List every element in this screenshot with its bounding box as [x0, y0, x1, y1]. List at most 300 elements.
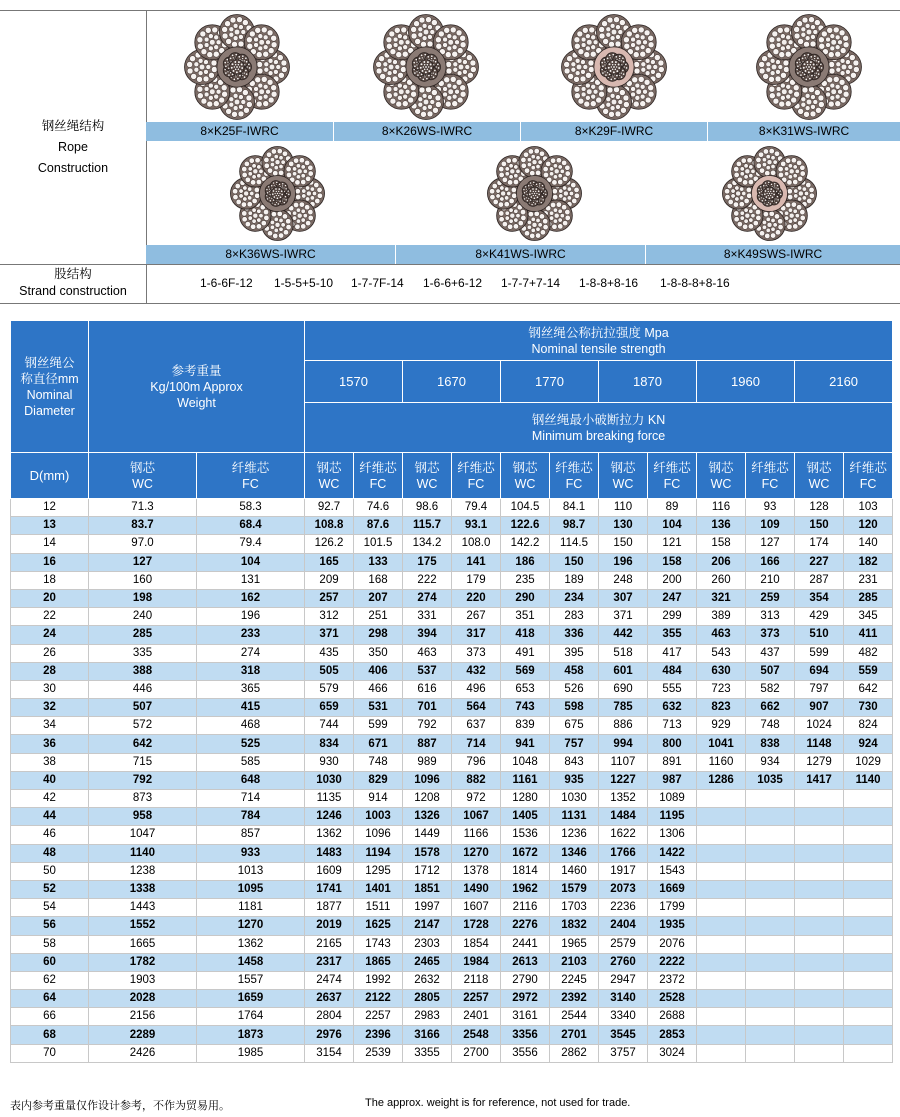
table-cell: 179: [452, 571, 501, 589]
table-cell: 1873: [197, 1026, 305, 1044]
table-cell: [795, 935, 844, 953]
table-cell: 1622: [599, 826, 648, 844]
table-cell: 1877: [305, 899, 354, 917]
table-cell: [697, 899, 746, 917]
table-cell: 1854: [452, 935, 501, 953]
table-cell: 701: [403, 699, 452, 717]
header-text: 钢芯: [610, 460, 636, 475]
table-cell: [795, 1008, 844, 1026]
table-cell: 2805: [403, 990, 452, 1008]
table-cell: 941: [501, 735, 550, 753]
strand-item: 1-6-6F-12: [200, 276, 253, 290]
table-cell: 886: [599, 717, 648, 735]
table-cell: 637: [452, 717, 501, 735]
table-cell: 312: [305, 608, 354, 626]
table-cell: 260: [697, 571, 746, 589]
table-cell: 84.1: [550, 499, 599, 517]
table-cell: 748: [354, 753, 403, 771]
table-cell: 1166: [452, 826, 501, 844]
table-cell: 873: [89, 790, 197, 808]
grade-header: 1770: [501, 361, 599, 403]
wc-header: [795, 453, 844, 499]
table-cell: 796: [452, 753, 501, 771]
table-cell: 160: [89, 571, 197, 589]
table-cell: 36: [11, 735, 89, 753]
table-cell: 248: [599, 571, 648, 589]
table-cell: 1728: [452, 917, 501, 935]
table-cell: 435: [305, 644, 354, 662]
table-row: [11, 917, 893, 935]
header-text: 钢芯: [129, 460, 155, 475]
table-cell: 579: [305, 680, 354, 698]
header-text: WC: [514, 476, 536, 491]
table-cell: 108.8: [305, 517, 354, 535]
table-cell: 227: [795, 553, 844, 571]
table-cell: 797: [795, 680, 844, 698]
grade-header: 2160: [795, 361, 893, 403]
table-cell: [746, 1026, 795, 1044]
table-cell: [795, 971, 844, 989]
table-cell: 2257: [354, 1008, 403, 1026]
table-cell: 12: [11, 499, 89, 517]
table-cell: 131: [197, 571, 305, 589]
table-cell: 350: [354, 644, 403, 662]
table-row: [11, 499, 893, 517]
table-row: [11, 717, 893, 735]
table-cell: 298: [354, 626, 403, 644]
table-cell: 2028: [89, 990, 197, 1008]
table-cell: 46: [11, 826, 89, 844]
table-cell: 1609: [305, 862, 354, 880]
table-cell: 108.0: [452, 535, 501, 553]
table-cell: 537: [403, 662, 452, 680]
table-row: [11, 753, 893, 771]
table-cell: 283: [550, 608, 599, 626]
header-text: WC: [132, 476, 153, 491]
table-cell: [746, 899, 795, 917]
wc-header: [305, 453, 354, 499]
table-cell: [746, 862, 795, 880]
label-cn: 股结构: [54, 267, 92, 281]
table-cell: [844, 990, 893, 1008]
d-mm-header: D(mm): [11, 453, 89, 499]
table-cell: 3545: [599, 1026, 648, 1044]
table-cell: 321: [697, 589, 746, 607]
table-cell: 1227: [599, 771, 648, 789]
table-cell: 601: [599, 662, 648, 680]
table-cell: 1096: [403, 771, 452, 789]
table-cell: 1041: [697, 735, 746, 753]
table-cell: 1148: [795, 735, 844, 753]
table-body: [11, 499, 893, 1063]
table-cell: 247: [648, 589, 697, 607]
table-row: [11, 880, 893, 898]
construction-label: 8×K29F-IWRC: [574, 124, 654, 138]
table-cell: 1672: [501, 844, 550, 862]
table-cell: 2372: [648, 971, 697, 989]
table-cell: [746, 971, 795, 989]
table-cell: 2700: [452, 1044, 501, 1062]
table-cell: 174: [795, 535, 844, 553]
table-cell: 136: [697, 517, 746, 535]
table-cell: 1161: [501, 771, 550, 789]
breaking-force-table: [10, 320, 890, 1063]
header-text: WC: [612, 476, 634, 491]
table-cell: 28: [11, 662, 89, 680]
table-cell: 285: [844, 589, 893, 607]
core-type-row: [11, 453, 893, 499]
table-cell: 823: [697, 699, 746, 717]
table-cell: 432: [452, 662, 501, 680]
table-cell: 70: [11, 1044, 89, 1062]
table-cell: 142.2: [501, 535, 550, 553]
rope-section-image-k31ws: [756, 14, 862, 120]
strand-item: 1-8-8-8+8-16: [660, 276, 730, 290]
table-cell: 525: [197, 735, 305, 753]
table-cell: 723: [697, 680, 746, 698]
table-cell: 1764: [197, 1008, 305, 1026]
table-cell: 1405: [501, 808, 550, 826]
fc-header: [452, 453, 501, 499]
table-cell: 150: [550, 553, 599, 571]
table-cell: 158: [648, 553, 697, 571]
table-cell: [697, 880, 746, 898]
table-cell: 38: [11, 753, 89, 771]
table-cell: 857: [197, 826, 305, 844]
table-cell: 2613: [501, 953, 550, 971]
table-cell: 406: [354, 662, 403, 680]
table-cell: 1270: [197, 917, 305, 935]
table-cell: 531: [354, 699, 403, 717]
table-cell: 1449: [403, 826, 452, 844]
table-cell: [844, 935, 893, 953]
header-text: 称直径mm: [20, 371, 79, 386]
table-cell: 507: [746, 662, 795, 680]
table-cell: 543: [697, 644, 746, 662]
table-cell: 714: [197, 790, 305, 808]
table-cell: 2539: [354, 1044, 403, 1062]
table-cell: 442: [599, 626, 648, 644]
table-cell: [795, 899, 844, 917]
table-row: [11, 571, 893, 589]
header-text: FC: [663, 476, 681, 491]
table-row: [11, 626, 893, 644]
table-cell: [795, 790, 844, 808]
tensile-strength-header: [305, 321, 893, 361]
table-cell: 1338: [89, 880, 197, 898]
table-cell: [697, 917, 746, 935]
table-cell: [844, 880, 893, 898]
table-cell: 130: [599, 517, 648, 535]
table-cell: 437: [746, 644, 795, 662]
table-cell: 351: [501, 608, 550, 626]
table-cell: 1095: [197, 880, 305, 898]
divider: [0, 10, 900, 11]
table-cell: [746, 990, 795, 1008]
rope-section-image-k29f: [561, 14, 667, 120]
table-cell: 463: [403, 644, 452, 662]
table-cell: 166: [746, 553, 795, 571]
table-cell: 335: [89, 644, 197, 662]
table-cell: 2289: [89, 1026, 197, 1044]
fc-header: [844, 453, 893, 499]
table-cell: 206: [697, 553, 746, 571]
header-text: Minimum breaking force: [531, 428, 666, 443]
table-cell: 415: [197, 699, 305, 717]
construction-bar-row2: [146, 245, 900, 264]
table-cell: 2222: [648, 953, 697, 971]
table-cell: 2116: [501, 899, 550, 917]
table-cell: 599: [795, 644, 844, 662]
table-cell: [697, 935, 746, 953]
table-cell: 1362: [197, 935, 305, 953]
table-cell: 2073: [599, 880, 648, 898]
table-cell: 58.3: [197, 499, 305, 517]
table-cell: 64: [11, 990, 89, 1008]
table-cell: 24: [11, 626, 89, 644]
table-cell: 958: [89, 808, 197, 826]
table-cell: 209: [305, 571, 354, 589]
table-cell: 2392: [550, 990, 599, 1008]
table-cell: 1131: [550, 808, 599, 826]
table-cell: 555: [648, 680, 697, 698]
wc-header: [403, 453, 452, 499]
table-cell: 572: [89, 717, 197, 735]
table-cell: 2165: [305, 935, 354, 953]
footer-note: [10, 1097, 890, 1113]
table-cell: 3161: [501, 1008, 550, 1026]
table-cell: 417: [648, 644, 697, 662]
table-cell: 42: [11, 790, 89, 808]
table-cell: 972: [452, 790, 501, 808]
table-cell: 2474: [305, 971, 354, 989]
table-cell: 3166: [403, 1026, 452, 1044]
table-cell: 2303: [403, 935, 452, 953]
table-cell: 168: [354, 571, 403, 589]
table-cell: 518: [599, 644, 648, 662]
table-cell: 371: [305, 626, 354, 644]
table-cell: 259: [746, 589, 795, 607]
table-cell: 14: [11, 535, 89, 553]
table-cell: 690: [599, 680, 648, 698]
table-cell: 744: [305, 717, 354, 735]
table-cell: 559: [844, 662, 893, 680]
table-cell: 68: [11, 1026, 89, 1044]
table-cell: 458: [550, 662, 599, 680]
construction-label: 8×K26WS-IWRC: [381, 124, 473, 138]
table-cell: 307: [599, 589, 648, 607]
table-row: [11, 517, 893, 535]
table-cell: 98.7: [550, 517, 599, 535]
table-row: [11, 680, 893, 698]
strand-item: 1-7-7+7-14: [501, 276, 561, 290]
table-cell: 1280: [501, 790, 550, 808]
table-cell: 507: [89, 699, 197, 717]
table-cell: 22: [11, 608, 89, 626]
header-text: 纤维芯: [457, 460, 495, 475]
table-cell: 1935: [648, 917, 697, 935]
table-cell: 1741: [305, 880, 354, 898]
label-cn: 钢丝绳结构: [41, 119, 105, 133]
table-cell: [697, 1044, 746, 1062]
table-row: [11, 644, 893, 662]
table-cell: [795, 844, 844, 862]
table-cell: 150: [795, 517, 844, 535]
rope-section-image-k25f: [184, 14, 290, 120]
table-cell: 104: [197, 553, 305, 571]
header-text: WC: [416, 476, 438, 491]
table-cell: 1279: [795, 753, 844, 771]
table-cell: 585: [197, 753, 305, 771]
table-cell: 2579: [599, 935, 648, 953]
table-cell: 1607: [452, 899, 501, 917]
table-cell: 1669: [648, 880, 697, 898]
table-cell: 198: [89, 589, 197, 607]
strand-item: 1-5-5+5-10: [274, 276, 334, 290]
table-row: [11, 735, 893, 753]
table-cell: [795, 917, 844, 935]
table-cell: [697, 1008, 746, 1026]
table-cell: 496: [452, 680, 501, 698]
table-cell: 1140: [844, 771, 893, 789]
table-cell: 2637: [305, 990, 354, 1008]
fc-header: [354, 453, 403, 499]
table-cell: 354: [795, 589, 844, 607]
table-cell: 1458: [197, 953, 305, 971]
table-cell: [795, 862, 844, 880]
table-cell: 1181: [197, 899, 305, 917]
table-cell: 784: [197, 808, 305, 826]
wc-header: [697, 453, 746, 499]
table-cell: 2257: [452, 990, 501, 1008]
table-cell: 299: [648, 608, 697, 626]
table-cell: 989: [403, 753, 452, 771]
table-cell: 792: [89, 771, 197, 789]
table-cell: 101.5: [354, 535, 403, 553]
table-cell: [746, 790, 795, 808]
table-cell: 222: [403, 571, 452, 589]
table-cell: 914: [354, 790, 403, 808]
divider: [0, 264, 900, 265]
table-cell: [697, 953, 746, 971]
table-cell: 287: [795, 571, 844, 589]
header-text: 钢芯: [414, 460, 440, 475]
table-cell: 1557: [197, 971, 305, 989]
header-text: WC: [710, 476, 732, 491]
table-cell: 2701: [550, 1026, 599, 1044]
table-cell: 1024: [795, 717, 844, 735]
table-cell: 2465: [403, 953, 452, 971]
table-cell: 240: [89, 608, 197, 626]
table-cell: 104.5: [501, 499, 550, 517]
table-cell: 116: [697, 499, 746, 517]
table-cell: 446: [89, 680, 197, 698]
table-cell: 389: [697, 608, 746, 626]
table-cell: 127: [89, 553, 197, 571]
table-cell: 196: [197, 608, 305, 626]
construction-label: 8×K36WS-IWRC: [225, 247, 316, 261]
table-cell: [697, 971, 746, 989]
table-cell: 1030: [305, 771, 354, 789]
table-cell: 257: [305, 589, 354, 607]
table-cell: 1917: [599, 862, 648, 880]
table-cell: 1665: [89, 935, 197, 953]
table-cell: [844, 1044, 893, 1062]
table-cell: 411: [844, 626, 893, 644]
table-cell: [697, 826, 746, 844]
table-cell: 2103: [550, 953, 599, 971]
table-cell: 3340: [599, 1008, 648, 1026]
breaking-force-header: [305, 403, 893, 453]
table-cell: 466: [354, 680, 403, 698]
table-cell: [746, 826, 795, 844]
table-cell: 2401: [452, 1008, 501, 1026]
table-cell: 662: [746, 699, 795, 717]
header-text: Kg/100m Approx: [150, 379, 243, 394]
table-row: [11, 535, 893, 553]
table-cell: 743: [501, 699, 550, 717]
table-cell: [844, 790, 893, 808]
table-cell: 935: [550, 771, 599, 789]
table-cell: 1035: [746, 771, 795, 789]
table-cell: 18: [11, 571, 89, 589]
table-cell: 468: [197, 717, 305, 735]
table-cell: 1814: [501, 862, 550, 880]
table-cell: 233: [197, 626, 305, 644]
table-cell: 134.2: [403, 535, 452, 553]
table-cell: 317: [452, 626, 501, 644]
table-cell: 1346: [550, 844, 599, 862]
table-cell: 109: [746, 517, 795, 535]
table-cell: 491: [501, 644, 550, 662]
table-cell: 1782: [89, 953, 197, 971]
header-text: 钢丝绳公称抗拉强度 Mpa: [528, 325, 669, 340]
table-cell: 2688: [648, 1008, 697, 1026]
table-cell: 56: [11, 917, 89, 935]
footer-note-en: The approx. weight is for reference, not used for trade.: [365, 1097, 631, 1109]
table-cell: 800: [648, 735, 697, 753]
table-cell: 104: [648, 517, 697, 535]
table-row: [11, 699, 893, 717]
table-cell: 642: [89, 735, 197, 753]
table-cell: 843: [550, 753, 599, 771]
table-row: [11, 790, 893, 808]
label-en: Strand construction: [19, 284, 127, 298]
table-cell: 630: [697, 662, 746, 680]
table-cell: 930: [305, 753, 354, 771]
wc-header: [599, 453, 648, 499]
header-text: 纤维芯: [751, 460, 789, 475]
table-cell: 103: [844, 499, 893, 517]
label-en: Construction: [37, 161, 109, 175]
table-cell: 71.3: [89, 499, 197, 517]
table-cell: 1236: [550, 826, 599, 844]
table-cell: 824: [844, 717, 893, 735]
table-cell: 58: [11, 935, 89, 953]
table-cell: 1511: [354, 899, 403, 917]
table-cell: 200: [648, 571, 697, 589]
header-text: Nominal: [26, 387, 73, 402]
header-text: 钢芯: [708, 460, 734, 475]
table-cell: 653: [501, 680, 550, 698]
table-cell: 1362: [305, 826, 354, 844]
table-cell: 838: [746, 735, 795, 753]
table-cell: 659: [305, 699, 354, 717]
table-cell: [746, 935, 795, 953]
table-cell: 1984: [452, 953, 501, 971]
table-cell: 140: [844, 535, 893, 553]
header-text: 纤维芯: [555, 460, 593, 475]
